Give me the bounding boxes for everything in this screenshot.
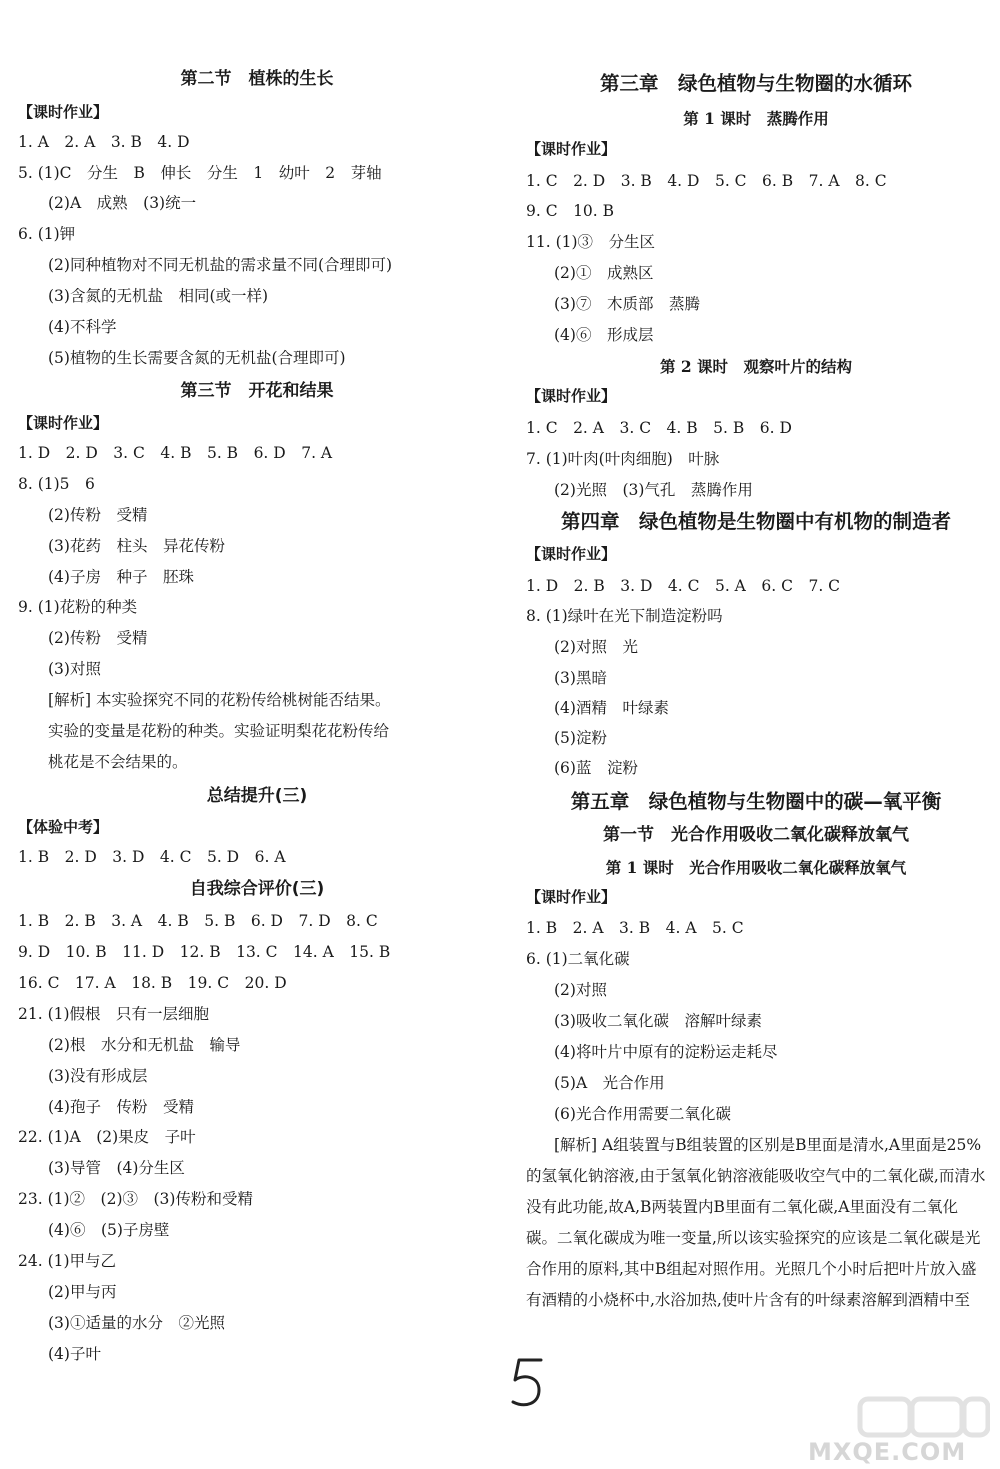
answer-line: (2)传粉 受精: [48, 629, 148, 647]
watermark-text: MXQE.COM: [808, 1438, 967, 1466]
answer-line: 9. C 10. B: [526, 202, 615, 220]
answer-line: (3)①适量的水分 ②光照: [48, 1314, 225, 1332]
section-heading: 第二节 植株的生长: [180, 69, 334, 89]
answer-line: (2)根 水分和无机盐 输导: [48, 1036, 241, 1054]
answer-line: 5. (1)C 分生 B 伸长 分生 1 幼叶 2 芽轴: [18, 164, 382, 182]
answer-line: (4)⑥ 形成层: [554, 326, 654, 344]
answer-line: (2)甲与丙: [48, 1283, 117, 1301]
answer-line: (4)子房 种子 胚珠: [48, 568, 194, 586]
answer-line: 22. (1)A (2)果皮 子叶: [18, 1128, 196, 1146]
answer-line: 16. C 17. A 18. B 19. C 20. D: [18, 974, 287, 992]
answer-line: (4)酒精 叶绿素: [554, 699, 669, 717]
answer-line: (2)光照 (3)气孔 蒸腾作用: [554, 481, 753, 499]
answer-line: 6. (1)钾: [18, 225, 76, 243]
label-tag: 【体验中考】: [18, 818, 109, 836]
label-tag: 【课时作业】: [526, 545, 617, 563]
answer-line: 1. A 2. A 3. B 4. D: [18, 133, 190, 151]
answer-line: 8. (1)绿叶在光下制造淀粉吗: [526, 607, 723, 625]
answer-line: 7. (1)叶肉(叶肉细胞) 叶脉: [526, 450, 720, 468]
answer-line: 23. (1)② (2)③ (3)传粉和受精: [18, 1190, 253, 1208]
lesson-heading: 第 2 课时 观察叶片的结构: [659, 357, 853, 376]
answer-line: (3)吸收二氧化碳 溶解叶绿素: [554, 1012, 762, 1030]
label-tag: 【课时作业】: [18, 103, 109, 121]
analysis-paragraph: [解析] A组装置与B组装置的区别是B里面是清水,A里面是25%的氢氧化钠溶液,由于氢氧化钠溶液能吸收空气中的二氧化碳,而清水没有此功能,故A,B两装置内B里面有二氧化碳,A里面没有二氧化碳。二氧化碳成为唯一变量,所以该实验探究的应该是二氧化碳是光合作用的原料,其中B组起对照作用。光照几个小时后把叶片放入盛有酒精的小烧杯中,水浴加热,使叶片含有的叶绿素溶解到酒精中至: [526, 1136, 986, 1309]
answer-line: (3)对照: [48, 660, 101, 678]
answer-line: 9. (1)花粉的种类: [18, 598, 138, 616]
answer-line: (4)孢子 传粉 受精: [48, 1098, 194, 1116]
label-tag: 【课时作业】: [526, 140, 617, 158]
section-heading: 自我综合评价(三): [189, 879, 325, 899]
answer-line: (2)A 成熟 (3)统一: [48, 194, 197, 212]
answer-line: 24. (1)甲与乙: [18, 1252, 117, 1270]
answer-line: (4)⑥ (5)子房壁: [48, 1221, 170, 1239]
answer-line: (2)对照 光: [554, 638, 638, 656]
answer-line: 9. D 10. B 11. D 12. B 13. C 14. A 15. B: [18, 943, 391, 961]
chapter-heading: 第四章 绿色植物是生物圈中有机物的制造者: [560, 510, 951, 533]
lesson-heading: 第 1 课时 蒸腾作用: [683, 109, 829, 128]
label-tag: 【课时作业】: [526, 387, 617, 405]
answer-line: 1. C 2. A 3. C 4. B 5. B 6. D: [526, 419, 792, 437]
answer-line: (4)子叶: [48, 1345, 101, 1363]
answer-line: 1. C 2. D 3. B 4. D 5. C 6. B 7. A 8. C: [526, 172, 887, 190]
answer-line: (4)不科学: [48, 318, 117, 336]
answer-line: (2)对照: [554, 981, 607, 999]
section-heading: 第三节 开花和结果: [180, 381, 334, 401]
label-tag: 【课时作业】: [18, 414, 109, 432]
answer-line: (6)光合作用需要二氧化碳: [554, 1105, 731, 1123]
answer-line: 6. (1)二氧化碳: [526, 950, 630, 968]
answer-line: 11. (1)③ 分生区: [526, 233, 656, 251]
answer-line: (2)同种植物对不同无机盐的需求量不同(合理即可): [48, 256, 393, 274]
analysis-line: 桃花是不会结果的。: [48, 753, 188, 771]
analysis-line: 实验的变量是花粉的种类。实验证明梨花花粉传给: [48, 722, 390, 740]
answer-line: (4)将叶片中原有的淀粉运走耗尽: [554, 1043, 778, 1061]
answer-line: (5)A 光合作用: [554, 1074, 665, 1092]
chapter-heading: 第三章 绿色植物与生物圈的水循环: [599, 72, 912, 95]
answer-line: 1. B 2. A 3. B 4. A 5. C: [526, 919, 744, 937]
answer-line: (2)传粉 受精: [48, 506, 148, 524]
answer-line: 1. D 2. B 3. D 4. C 5. A 6. C 7. C: [526, 577, 841, 595]
answer-line: (5)淀粉: [554, 729, 607, 747]
answer-line: (3)黑暗: [554, 669, 607, 687]
lesson-heading: 第 1 课时 光合作用吸收二氧化碳释放氧气: [605, 858, 907, 877]
section-heading: 总结提升(三): [206, 786, 308, 806]
answer-line: 8. (1)5 6: [18, 475, 95, 493]
answer-line: (3)没有形成层: [48, 1067, 148, 1085]
answer-line: (6)蓝 淀粉: [554, 759, 638, 777]
answer-line: 1. B 2. B 3. A 4. B 5. B 6. D 7. D 8. C: [18, 912, 378, 930]
answer-line: 21. (1)假根 只有一层细胞: [18, 1005, 210, 1023]
answer-line: (2)① 成熟区: [554, 264, 654, 282]
answer-line: 1. D 2. D 3. C 4. B 5. B 6. D 7. A: [18, 444, 333, 462]
answer-line: (3)花药 柱头 异花传粉: [48, 537, 225, 555]
section-heading: 第一节 光合作用吸收二氧化碳释放氧气: [603, 825, 909, 845]
label-tag: 【课时作业】: [526, 888, 617, 906]
answer-line: (3)⑦ 木质部 蒸腾: [554, 295, 700, 313]
answer-line: (3)含氮的无机盐 相同(或一样): [48, 287, 269, 305]
answer-line: (5)植物的生长需要含氮的无机盐(合理即可): [48, 349, 346, 367]
analysis-line: [解析] 本实验探究不同的花粉传给桃树能否结果。: [48, 691, 391, 709]
answer-line: 1. B 2. D 3. D 4. C 5. D 6. A: [18, 848, 286, 866]
handwritten-mark: [505, 1352, 550, 1412]
chapter-heading: 第五章 绿色植物与生物圈中的碳—氧平衡: [570, 790, 942, 813]
answer-line: (3)导管 (4)分生区: [48, 1159, 185, 1177]
